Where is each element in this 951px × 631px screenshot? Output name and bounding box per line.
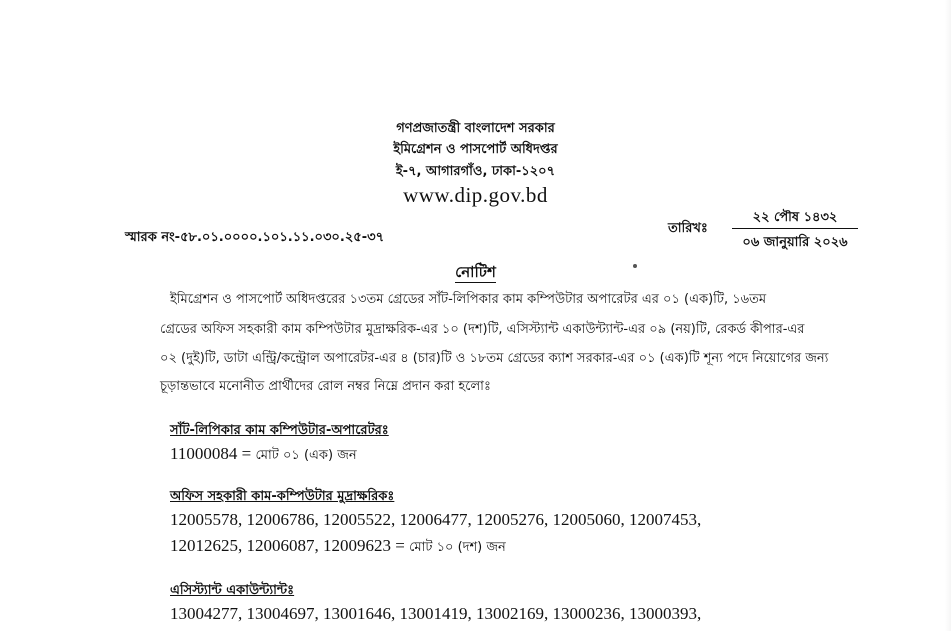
notice-body-line: ০২ (দুই)টি, ডাটা এন্ট্রি/কন্ট্রোল অপারেটর-এর ৪ (চার)টি ও ১৮তম গ্রেডের ক্যাশ সরকার-এর ০১ (এক)টি শূন্য পদে নিয়োগের জন্য — [160, 351, 829, 366]
notice-body-line: চূড়ান্তভাবে মনোনীত প্রার্থীদের রোল নম্বর নিম্নে প্রদান করা হলোঃ — [160, 379, 491, 394]
section-title-stenographer: সাঁট-লিপিকার কাম কম্পিউটার-অপারেটরঃ — [170, 423, 389, 438]
notice-body-line: ইমিগ্রেশন ও পাসপোর্ট অধিদপ্তরের ১৩তম গ্রেডের সাঁট-লিপিকার কাম কম্পিউটার অপারেটর এর ০১ (এক)টি, ১৬তম — [170, 292, 767, 307]
date-bangla: ২২ পৌষ ১৪৩২ — [752, 210, 838, 225]
department-address: ই-৭, আগারগাঁও, ঢাকা-১২০৭ — [395, 164, 556, 179]
section-title-office-assistant: অফিস সহকারী কাম-কম্পিউটার মুদ্রাক্ষরিকঃ — [170, 489, 395, 504]
roll-total: মোট ০১ (এক) জন — [255, 448, 357, 463]
page-edge-shadow — [945, 0, 951, 631]
roll-numbers-line — [170, 604, 701, 624]
notice-title-text: নোটিশ — [455, 263, 496, 281]
notice-body-line: গ্রেডের অফিস সহকারী কাম কম্পিউটার মুদ্রাক্ষরিক-এর ১০ (দশ)টি, এসিস্ট্যান্ট একাউন্ট্যান্ট-এর ০৯ (নয়)টি, রেকর্ড কীপার-এর — [160, 322, 805, 337]
memo-number: স্মারক নং-৫৮.০১.০০০০.১০১.১১.০৩০.২৫-৩৭ — [125, 230, 385, 245]
notice-title — [0, 261, 951, 286]
department-name: ইমিগ্রেশন ও পাসপোর্ট অধিদপ্তর — [393, 142, 558, 157]
govt-name: গণপ্রজাতন্ত্রী বাংলাদেশ সরকার — [396, 121, 555, 136]
roll-numbers-line — [170, 444, 357, 467]
website-link[interactable]: www.dip.gov.bd — [403, 183, 548, 207]
roll-numbers: 13004277, 13004697, 13001646, 13001419, 13002169, 13000236, 13000393, — [170, 604, 702, 623]
roll-numbers-line — [170, 536, 506, 559]
date-divider — [732, 228, 858, 229]
roll-numbers: 12012625, 12006087, 12009623 = — [170, 536, 410, 555]
roll-numbers-line — [170, 510, 701, 530]
roll-numbers: 12005578, 12006786, 12005522, 12006477, 12005276, 12005060, 12007453, — [170, 510, 702, 529]
date-english: ০৬ জানুয়ারি ২০২৬ — [742, 235, 848, 250]
date-label: তারিখঃ — [668, 221, 708, 236]
roll-total: মোট ১০ (দশ) জন — [409, 540, 506, 555]
section-title-assistant-accountant: এসিস্ট্যান্ট একাউন্ট্যান্টঃ — [170, 583, 295, 598]
roll-numbers: 11000084 = — [170, 444, 256, 463]
